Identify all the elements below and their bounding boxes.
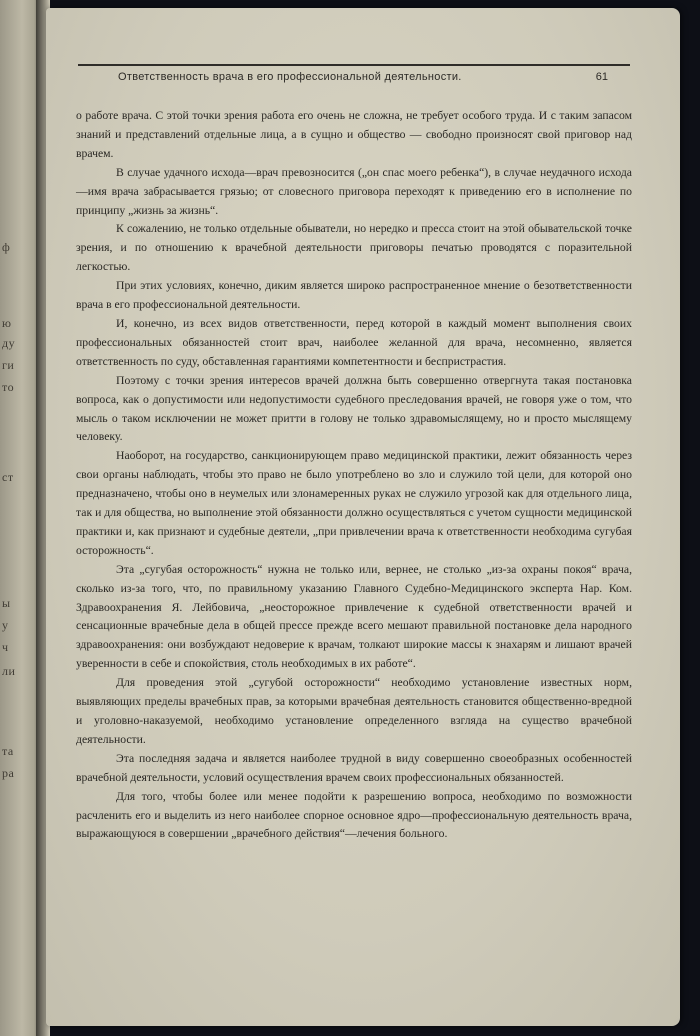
left-page-fragment: ю (2, 316, 12, 330)
left-page-fragment: ч (2, 640, 9, 654)
running-header-title: Ответственность врача в его профессиональной деятельности. (118, 71, 462, 83)
paragraph: Для проведения этой „сугубой осторожности“ необходимо установление известных норм, выявляющих пределы врачебных прав, за которыми врачебная деятельность становится общественно-вредной и уголовно-наказуемой, необходимо установление определенного взгляда на существо врачебной деятельности. (76, 676, 632, 746)
paragraph: Поэтому с точки зрения интересов врачей должна быть совершенно отвергнута такая постановка вопроса, как о допустимости или недопустимости судебного преследования врачей, не говоря уже о том, что мысль о таком исключении не может притти в голову не только здравомыслящему, но и просто мыслящему человеку. (76, 373, 632, 444)
book-page (46, 8, 680, 1026)
left-page-fragment: ду (2, 336, 16, 350)
page-number: 61 (595, 71, 608, 83)
left-page-fragment: ы (2, 596, 11, 610)
paragraph: И, конечно, из всех видов ответственности, перед которой в каждый момент выполнения своих профессиональных обязанностей стоит врач, наиболее желанной для врача, несомненно, является ответственность по суду, обставленная гарантиями компетентности и беспристрастия. (76, 316, 632, 368)
paragraph: о работе врача. С этой точки зрения работа его очень не сложна, не требует особого труда. И с таким запасом знаний и представлений отдельные лица, а в сущно и общество — свободно произносят свой приговор над врачем. (76, 109, 632, 160)
paragraph: Для того, чтобы более или менее подойти к разрешению вопроса, необходимо по возможности расчленить его и выделить из него наиболее спорное основное ядро—профессиональную деятельность врача, выражающуюся в совершении „врачебного действия“—лечения больного. (76, 789, 632, 841)
running-header (78, 64, 630, 83)
left-page-fragment: та (2, 744, 14, 758)
paragraph: Наоборот, на государство, санкционирующем право медицинской практики, лежит обязанность через свои органы наблюдать, чтобы это право не было употреблено во зло и служило той цели, для которой оно предназначено, чтобы оно в неумелых или злонамеренных руках не служило угрозой как для отдельного лица, так и для общества, но выполнение этой обязанности должно осуществляться с учетом сущности медицинской практики и, как признают и судебные деятели, „при привлечении врача к ответственности необходима сугубая осторожность“. (76, 449, 632, 557)
paragraph: Эта последняя задача и является наиболее трудной в виду совершенно своеобразных особенностей врачебной деятельности, условий осуществления врачем своих профессиональных обязанностей. (76, 751, 632, 784)
left-page-fragment: ли (2, 664, 16, 678)
left-page-edge (0, 0, 40, 1036)
paragraph: К сожалению, не только отдельные обыватели, но нередко и пресса стоит на этой обывательской точке зрения, и по отношению к врачебной деятельности приговоры печатью проводятся с поразительной легкостью. (76, 222, 632, 274)
left-page-fragment: ра (2, 766, 15, 780)
paragraph: При этих условиях, конечно, диким является широко распространенное мнение о безответственности врача в его профессиональной деятельности. (76, 279, 632, 312)
left-page-fragment: ги (2, 358, 15, 372)
left-page-fragment: ф (2, 240, 11, 254)
left-page-fragment: ст (2, 470, 14, 484)
paragraph: В случае удачного исхода—врач превозносится („он спас моего ребенка“), в случае неудачного исхода—имя врача забрасывается грязью; от словесного приговора переходят к приведению его в исполнение по принципу „жизнь за жизнь“. (76, 165, 632, 217)
paragraph: Эта „сугубая осторожность“ нужна не только или, вернее, не столько „из-за охраны покоя“ врача, сколько из-за того, что, по правильному указанию Главного Судебно-Медицинского эксперта Нар. Ком. Здравоохранения Я. Лейбовича, „неосторожное привлечение к судебной ответственности врачей и сенсационные врачебные дела в общей прессе прежде всего мешают правильной постановке дела народного здравоохранения: они возбуждают недоверие к врачам, толкают широкие массы к знахарям и лишают врачей уверенности в себе и спокойствия, столь необходимых в их работе“. (76, 562, 632, 671)
body-text (76, 107, 632, 844)
left-page-fragment: у (2, 618, 9, 632)
left-page-fragment: то (2, 380, 15, 394)
